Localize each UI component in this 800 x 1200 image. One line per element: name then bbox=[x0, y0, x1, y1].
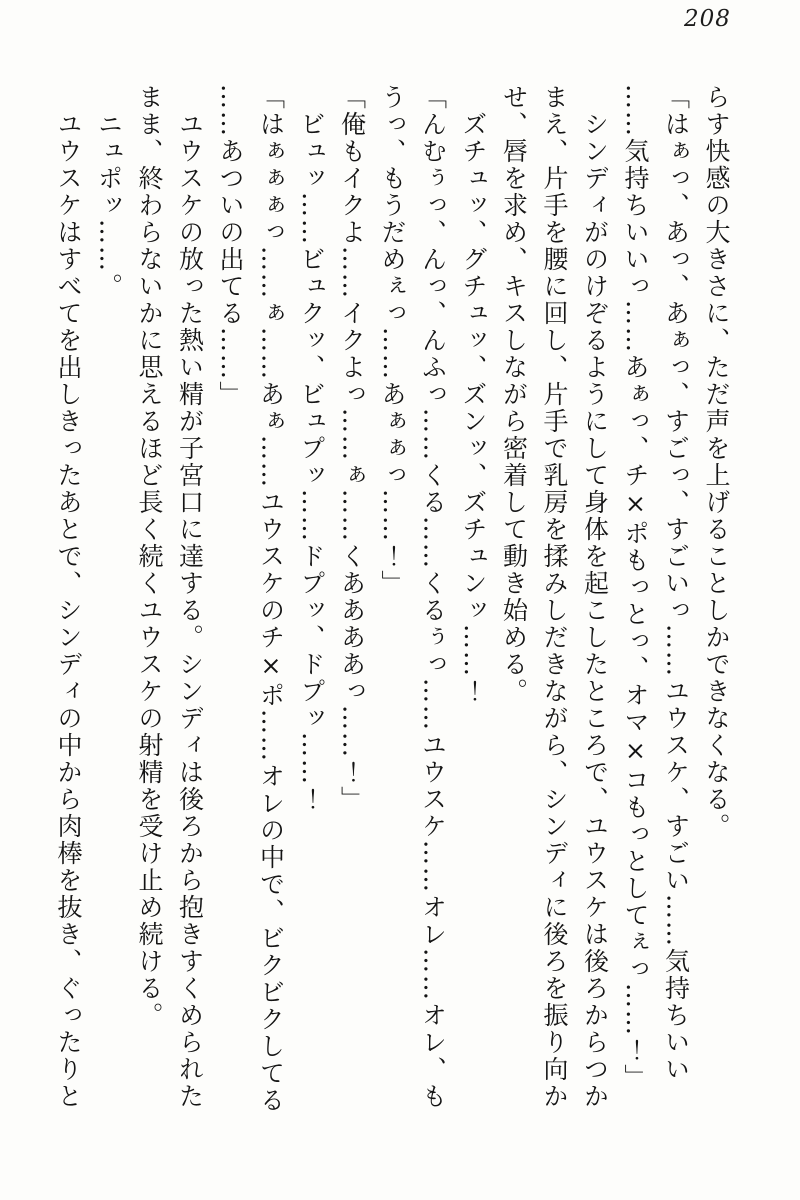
text-line: ……気持ちいいっ……あぁっ、チ×ポもっとっ、オマ×コもっとしてぇっ……！」 bbox=[621, 84, 650, 1091]
text-line: シンディがのけぞるようにして身体を起こしたところで、ユウスケは後ろからつか bbox=[580, 111, 610, 1110]
text-line: 「俺もイクよ……イクよっ……ぁ……くああああっ……！」 bbox=[337, 84, 367, 813]
text-line: らす快感の大きさに、ただ声を上げることしかできなくなる。 bbox=[702, 84, 731, 840]
text-line: 「んむぅっ、んっ、んふっ……くる……くるぅっ……ユウスケ……オレ……オレ、も bbox=[418, 84, 448, 1110]
text-line: 「はぁっ、あっ、あぁっ、すごっ、すごいっ……ユウスケ、すごい……気持ちいい bbox=[661, 84, 691, 1083]
text-line: ニュポッ……。 bbox=[94, 111, 124, 300]
text-line: ズチュッ、グチュッ、ズンッ、ズチュンッ……！ bbox=[459, 111, 488, 705]
text-line: まま、終わらないかに思えるほど長く続くユウスケの射精を受け止め続ける。 bbox=[135, 84, 164, 1029]
text-line: うっ、もうだめぇっ……あぁぁっ……！」 bbox=[378, 84, 407, 597]
text-line: ユウスケはすべてを出しきったあとで、シンディの中から肉棒を抜き、ぐったりと bbox=[54, 111, 83, 1110]
text-line: ビュッ……ビュクッ、ビュプッ……ドプッ、ドプッ……！ bbox=[297, 111, 326, 813]
page-text bbox=[48, 84, 737, 1136]
text-line: 「はぁぁぁっ……ぁ……あぁ……ユウスケのチ×ポ……オレの中で、ビクビクしてる bbox=[256, 84, 286, 1114]
page-number: 208 bbox=[684, 6, 731, 32]
text-line: せ、唇を求め、キスしながら密着して動き始める。 bbox=[499, 84, 529, 705]
text-line: ……あついの出てる……」 bbox=[216, 84, 245, 408]
text-line: ユウスケの放った熱い精が子宮口に達する。シンディは後ろから抱きすくめられた bbox=[175, 111, 205, 1110]
text-line: まえ、片手を腰に回し、片手で乳房を揉みしだきながら、シンディに後ろを振り向か bbox=[540, 84, 569, 1110]
